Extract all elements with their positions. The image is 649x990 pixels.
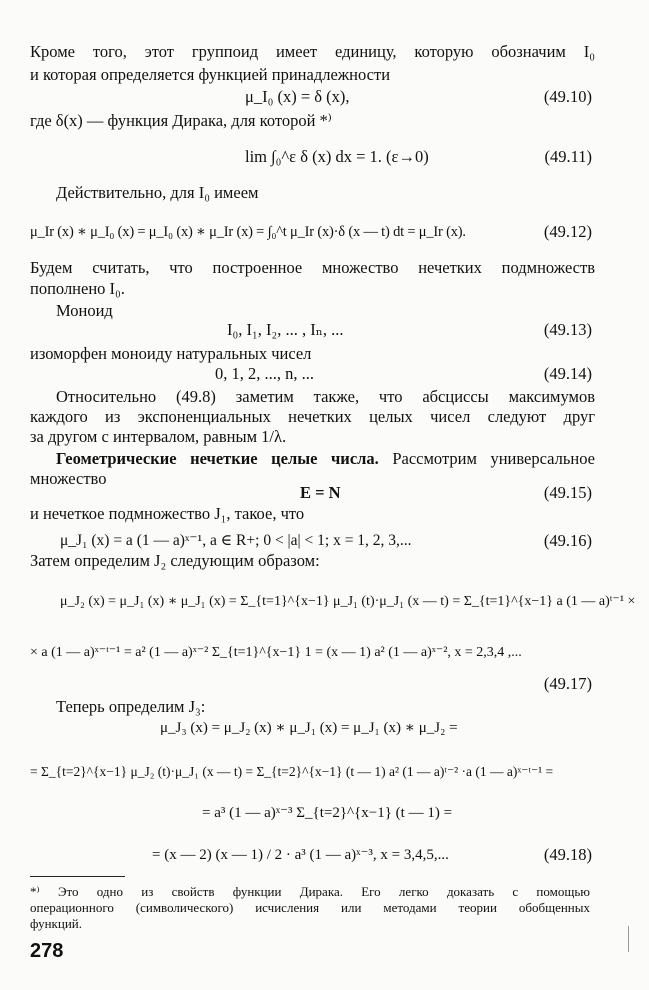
text: каждого из экспоненциальных нечетких целых чисел следуют друг (30, 407, 595, 426)
equation-number: (49.12) (543, 222, 592, 241)
text-line: Моноид (56, 301, 113, 320)
text-line (30, 258, 595, 278)
equation-number: (49.17) (543, 674, 592, 693)
text: Относительно (49.8) заметим также, что абсциссы максимумов (56, 387, 595, 406)
page-number: 278 (30, 940, 64, 962)
footnote-line: *⁾ Это одно из свойств функции Дирака. Его легко доказать с помощью (30, 884, 590, 899)
equation-49-18-line-2: = Σ_{t=2}^{x−1} μ_J₂ (t)·μ_J₁ (x — t) = Σ_{t=2}^{x−1} (t — 1) a² (1 — a)ᵗ⁻² ·a (1 — a)ˣ⁻ᵗ⁻¹ = (30, 764, 554, 779)
equation-49-15: E = N (300, 483, 341, 502)
equation-49-18-line-4: = (x — 2) (x — 1) / 2 · a³ (1 — a)ˣ⁻³, x = 3,4,5,... (152, 847, 449, 863)
equation-49-14: 0, 1, 2, ..., n, ... (215, 364, 314, 383)
equation-49-18-line-3: = a³ (1 — a)ˣ⁻³ Σ_{t=2}^{x−1} (t — 1) = (202, 805, 453, 821)
section-heading: Геометрические нечеткие целые числа. (56, 449, 379, 468)
equation-49-11: lim ∫₀^ε δ (x) dx = 1. (ε→0) (245, 147, 429, 166)
footnote-rule (30, 876, 125, 877)
page-edge-mark (628, 926, 629, 952)
text-line: где δ(x) — функция Дирака, для которой *⁾ (30, 111, 332, 130)
text-line: и которая определяется функцией принадлежности (30, 65, 391, 84)
text-line: изоморфен моноиду натуральных чисел (30, 344, 312, 363)
equation-number: (49.18) (543, 845, 592, 864)
footnote-line: функций. (30, 916, 82, 931)
text: Кроме того, этот группоид имеет единицу, которую обозначим I₀ (30, 42, 595, 61)
text-line: Затем определим J₂ следующим образом: (30, 551, 320, 570)
text-line (30, 42, 595, 62)
equation-49-17-line-2: × a (1 — a)ˣ⁻ᵗ⁻¹ = a² (1 — a)ˣ⁻² Σ_{t=1}^{x−1} 1 = (x — 1) a² (1 — a)ˣ⁻², x = 2,3,4 ,... (30, 645, 522, 660)
text: Рассмотрим универсальное (392, 449, 595, 468)
text-line (30, 407, 595, 427)
equation-49-13: I₀, I₁, I₂, ... , Iₙ, ... (227, 320, 344, 339)
text-line (56, 387, 595, 407)
equation-number: (49.16) (543, 531, 592, 550)
text: Будем считать, что построенное множество нечетких подмножеств (30, 258, 595, 277)
equation-49-10: μ_I₀ (x) = δ (x), (245, 87, 350, 106)
text-line: и нечеткое подмножество J₁, такое, что (30, 504, 305, 523)
text-line: Действительно, для I₀ имеем (56, 183, 259, 202)
text-line: Теперь определим J₃: (56, 697, 206, 716)
equation-number: (49.10) (543, 87, 592, 106)
footnote-line: операционного (символического) исчисления или методами теории обобщенных (30, 900, 590, 915)
equation-49-16: μ_J₁ (x) = a (1 — a)ˣ⁻¹, a ∈ R+; 0 < |a| < 1; x = 1, 2, 3,... (60, 532, 412, 549)
text-line: за другом с интервалом, равным 1/λ. (30, 427, 287, 446)
equation-number: (49.14) (543, 364, 592, 383)
text-line: пополнено I₀. (30, 279, 125, 298)
equation-49-12: μ_Ir (x) ∗ μ_I₀ (x) = μ_I₀ (x) ∗ μ_Ir (x) = ∫₀^t μ_Ir (x)·δ (x — t) dt = μ_Ir (x). (30, 224, 466, 240)
equation-number: (49.15) (543, 483, 592, 502)
text-line: множество (30, 469, 107, 488)
equation-49-18-line-1: μ_J₃ (x) = μ_J₂ (x) ∗ μ_J₁ (x) = μ_J₁ (x) ∗ μ_J₂ = (160, 720, 458, 736)
equation-49-17-line-1: μ_J₂ (x) = μ_J₁ (x) ∗ μ_J₁ (x) = Σ_{t=1}^{x−1} μ_J₁ (t)·μ_J₁ (x — t) = Σ_{t=1}^{x−1} a (1 — a)ᵗ⁻¹ × (60, 594, 636, 609)
text-line (56, 449, 595, 469)
equation-number: (49.13) (543, 320, 592, 339)
equation-number: (49.11) (544, 147, 592, 166)
